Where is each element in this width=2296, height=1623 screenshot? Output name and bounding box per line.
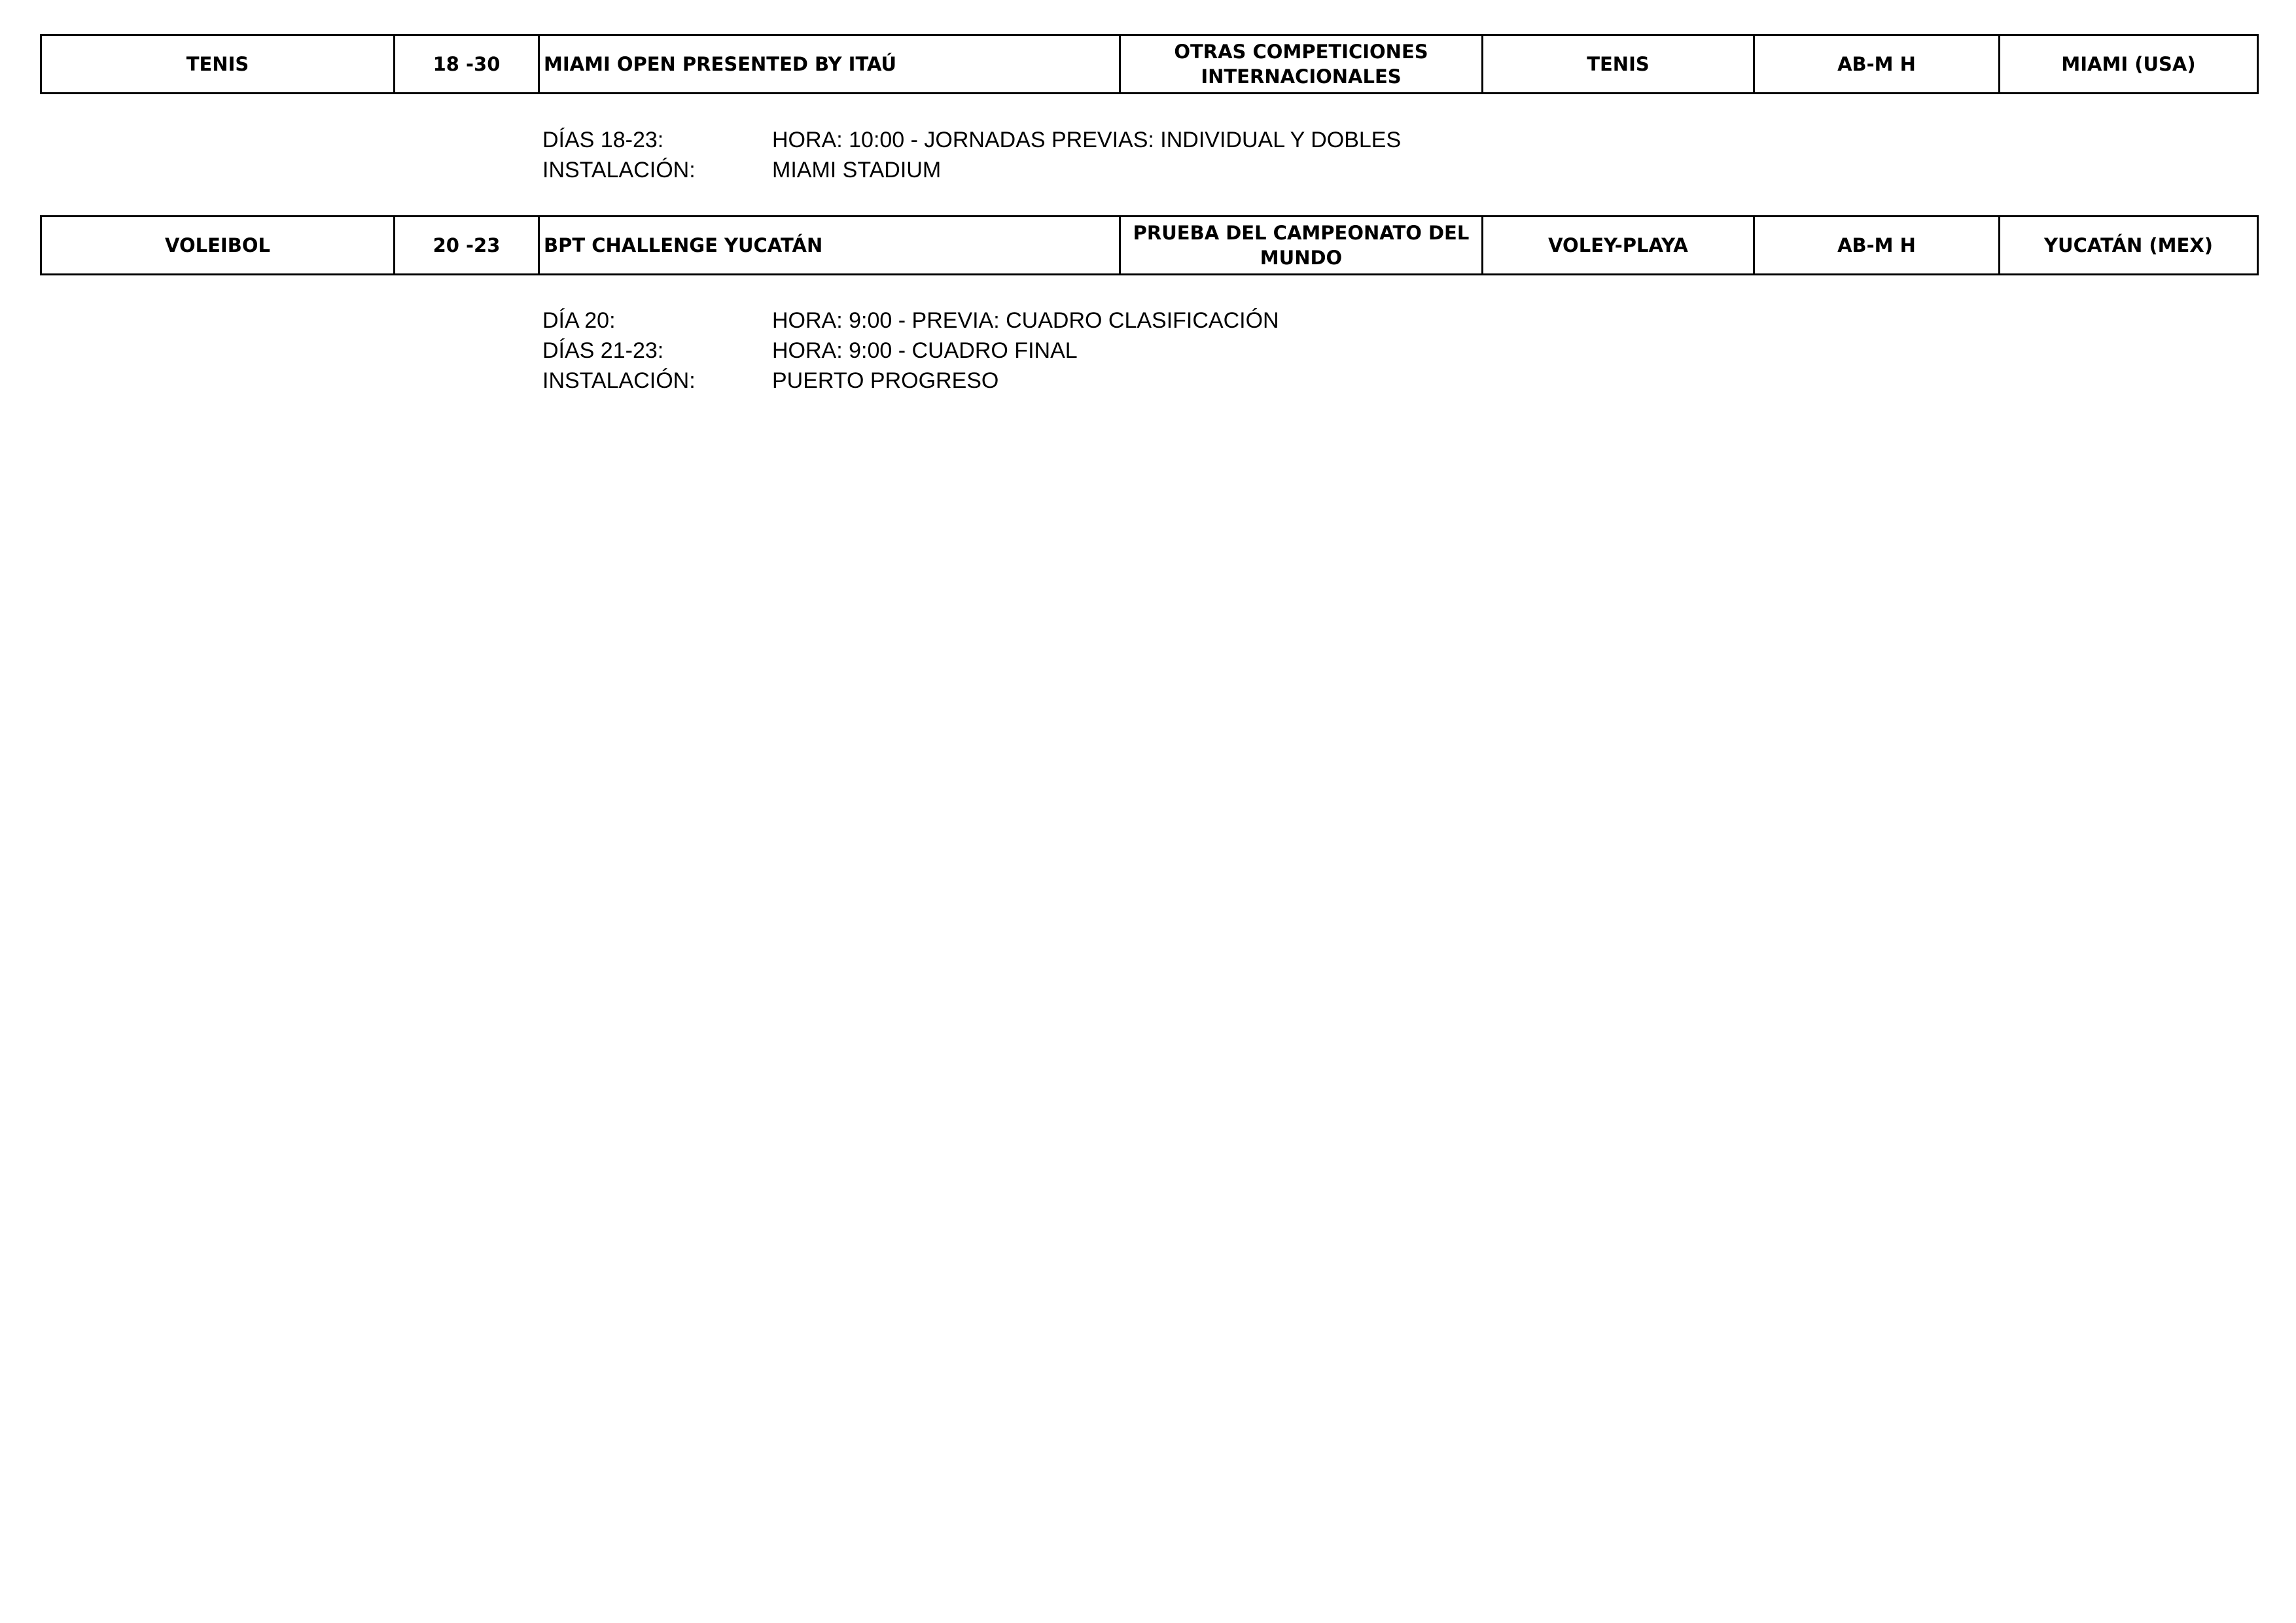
event-category: AB-M H <box>1754 217 2000 275</box>
detail-label: DÍAS 21-23: <box>542 338 664 363</box>
detail-label: DÍA 20: <box>542 308 616 333</box>
event-discipline: VOLEY-PLAYA <box>1483 217 1754 275</box>
detail-row <box>542 125 1401 155</box>
detail-value: MIAMI STADIUM <box>772 158 942 183</box>
event-location: YUCATÁN (MEX) <box>2000 217 2258 275</box>
event-dates: 18 -30 <box>395 35 539 94</box>
detail-label: INSTALACIÓN: <box>542 158 696 183</box>
detail-row <box>542 305 1279 336</box>
event-competition-type: OTRAS COMPETICIONES INTERNACIONALES <box>1120 35 1483 94</box>
detail-value: HORA: 10:00 - JORNADAS PREVIAS: INDIVIDUAL Y DOBLES <box>772 128 1402 152</box>
event-name: BPT CHALLENGE YUCATÁN <box>539 217 1120 275</box>
event-name: MIAMI OPEN PRESENTED BY ITAÚ <box>539 35 1120 94</box>
detail-value: PUERTO PROGRESO <box>772 368 999 393</box>
detail-row <box>542 155 1401 185</box>
event-sport: TENIS <box>41 35 395 94</box>
detail-value: HORA: 9:00 - CUADRO FINAL <box>772 338 1078 363</box>
detail-label: DÍAS 18-23: <box>542 128 664 152</box>
detail-row <box>542 336 1279 366</box>
event-dates: 20 -23 <box>395 217 539 275</box>
detail-label: INSTALACIÓN: <box>542 368 696 393</box>
event-details-voleibol <box>542 305 1279 396</box>
event-details-tenis <box>542 125 1401 185</box>
event-location: MIAMI (USA) <box>2000 35 2258 94</box>
event-discipline: TENIS <box>1483 35 1754 94</box>
event-row-tenis <box>40 34 2259 94</box>
event-category: AB-M H <box>1754 35 2000 94</box>
event-row-voleibol <box>40 215 2259 275</box>
detail-value: HORA: 9:00 - PREVIA: CUADRO CLASIFICACIÓN <box>772 308 1279 333</box>
event-competition-type: PRUEBA DEL CAMPEONATO DEL MUNDO <box>1120 217 1483 275</box>
detail-row <box>542 366 1279 396</box>
event-sport: VOLEIBOL <box>41 217 395 275</box>
